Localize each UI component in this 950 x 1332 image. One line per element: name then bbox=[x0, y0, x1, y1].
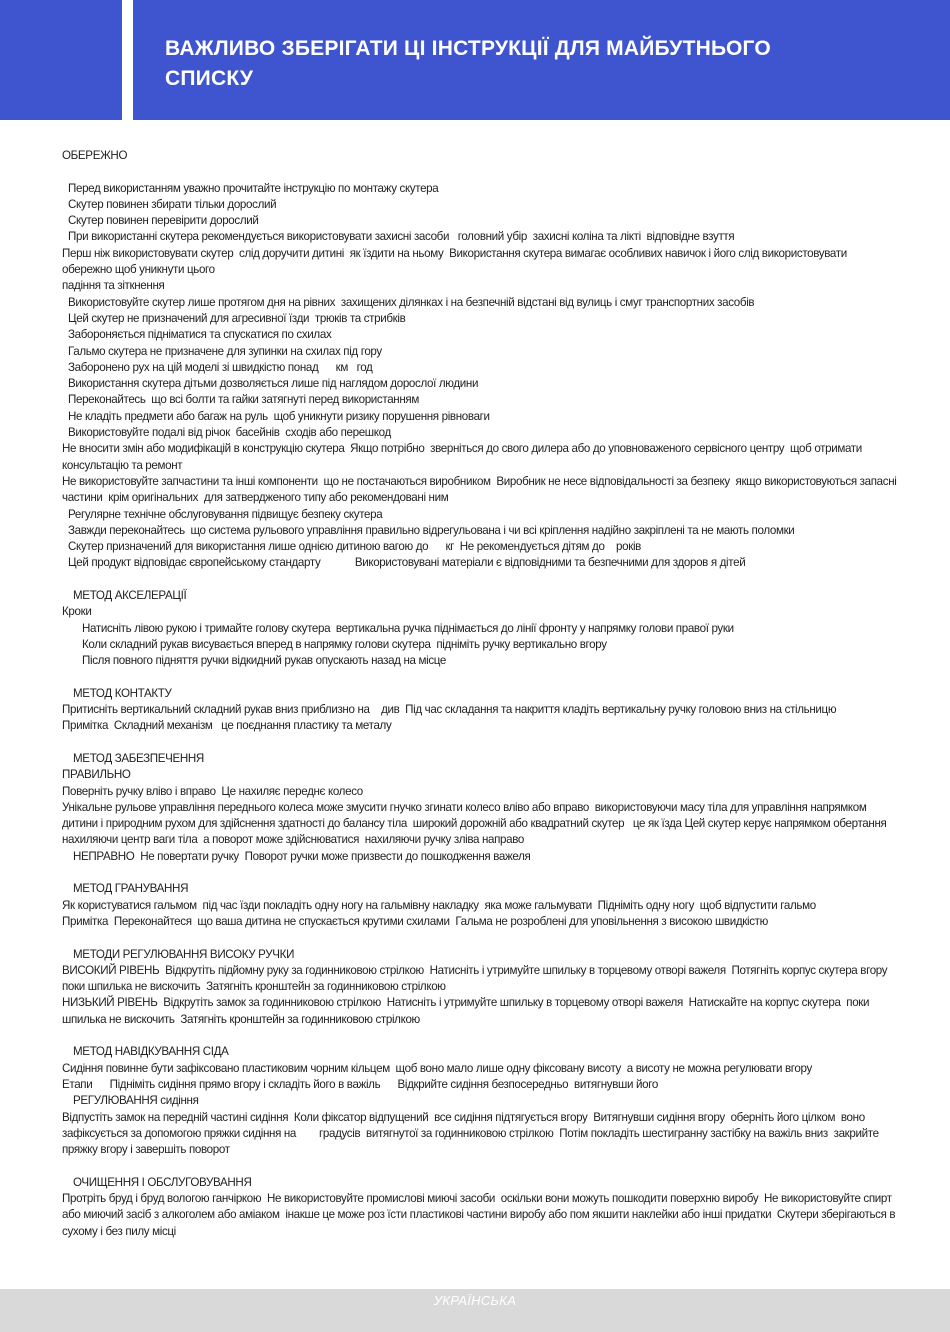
header-banner bbox=[133, 0, 950, 120]
acceleration-heading: МЕТОД АКСЕЛЕРАЦІЇ bbox=[73, 589, 187, 603]
page-title bbox=[165, 34, 925, 94]
acceleration-subheading: Кроки bbox=[62, 605, 92, 619]
cleaning-text: Протріть бруд і бруд вологою ганчіркою Не використовуйте промислові миючі засоби оскільки вони можуть пошкодити поверхню виробу Не використовуйте спирт або миючий засіб з алкоголем або аміаком інакше це може роз їсти пластикові частини виробу або пом якшити наклейки або інші придатки Скутери зберігаються в сухому і без пилу місці bbox=[62, 1192, 899, 1238]
seat-adjust-text: Відпустіть замок на передній частині сидіння Коли фіксатор відпущений все сидіння підтягується вгору Витягнувши сидіння вгору оберніть його цілком воно зафіксується за допомогою пряжки сидіння на градусів витягнутої за годинниковою стрілкою Потім покладіть шестигранну застібку на важіль вниз закрийте пряжку вгору і завершіть поворот bbox=[62, 1110, 882, 1157]
caution-item: Заборонено рух на цій моделі зі швидкістю понад км год bbox=[68, 360, 373, 374]
cleaning-heading: ОЧИЩЕННЯ І ОБСЛУГОВУВАННЯ bbox=[73, 1175, 252, 1189]
braking-line: Як користуватися гальмом під час їзди покладіть одну ногу на гальмівну накладку яка може гальмувати Підніміть одну ногу щоб відпустити гальмо bbox=[62, 898, 816, 912]
footer-bar bbox=[0, 1289, 950, 1332]
seat-line: Етапи Підніміть сидіння прямо вгору і складіть його в важіль Відкрийте сидіння безпосередньо витягнувши його bbox=[62, 1077, 658, 1091]
contact-line: Притисніть вертикальний складний рукав вниз приблизно на див Під час складання та накриття кладіть вертикальну ручку головою вниз на стільницю bbox=[62, 703, 837, 717]
braking-line: Примітка Переконайтеся що ваша дитина не спускається крутими схилами Гальма не розроблені для уповільнення з високою швидкістю bbox=[62, 914, 768, 928]
acceleration-step: Після повного підняття ручки відкидний рукав опускають назад на місце bbox=[82, 654, 447, 668]
page-title-line-2: СПИСКУ bbox=[165, 67, 254, 90]
caution-item: Перш ніж використовувати скутер слід доручити дитині як їздити на ньому Використання скутера вимагає особливих навичок і його слід використовувати обережно щоб уникнути цього bbox=[62, 246, 850, 277]
seat-line: Сидіння повинне бути зафіксовано пластиковим чорним кільцем щоб воно мало лише одну фіксовану висоту а висоту не можна регулювати вгору bbox=[62, 1061, 812, 1075]
caution-item: Переконайтесь що всі болти та гайки затягнуті перед використанням bbox=[68, 393, 419, 407]
language-label: УКРАЇНСЬКА bbox=[433, 1293, 517, 1308]
acceleration-step: Натисніть лівою рукою і тримайте голову скутера вертикальна ручка піднімається до лінії фронту у напрямку голови правої руки bbox=[82, 621, 734, 635]
caution-item: Скутер повинен перевірити дорослий bbox=[68, 214, 259, 228]
height-heading: МЕТОДИ РЕГУЛЮВАННЯ ВИСОКУ РУЧКИ bbox=[73, 947, 295, 961]
caution-item: Регулярне технічне обслуговування підвищує безпеку скутера bbox=[68, 507, 383, 521]
page-title-line-1: ВАЖЛИВО ЗБЕРІГАТИ ЦІ ІНСТРУКЦІЇ ДЛЯ МАЙБУТНЬОГО bbox=[165, 37, 771, 60]
caution-item: Використовуйте подалі від річок басейнів сходів або перешкод bbox=[68, 426, 391, 440]
braking-heading: МЕТОД ГРАНУВАННЯ bbox=[73, 882, 189, 896]
caution-item: Цей скутер не призначений для агресивної їзди трюків та стрибків bbox=[68, 311, 406, 325]
securing-heading: МЕТОД ЗАБЕЗПЕЧЕННЯ bbox=[73, 751, 204, 765]
caution-item: Використання скутера дітьми дозволяється лише під наглядом дорослої людини bbox=[68, 377, 479, 391]
instructions-body bbox=[62, 148, 898, 1240]
contact-heading: МЕТОД КОНТАКТУ bbox=[73, 686, 172, 700]
header-accent-block bbox=[0, 0, 122, 120]
height-line: НИЗЬКИЙ РІВЕНЬ Відкрутіть замок за годинниковою стрілкою Натисніть і утримуйте шпильку в торцевому отворі важеля Натискайте на корпус скутера поки шпилька не вискочить Затягніть кронштейн за годинниковою стрілкою bbox=[62, 996, 873, 1026]
caution-item: При використанні скутера рекомендується використовувати захисні засоби головний убір захисні коліна та лікті відповідне взуття bbox=[68, 230, 735, 244]
contact-line: Примітка Складний механізм це поєднання пластику та металу bbox=[62, 719, 392, 733]
caution-item: Не кладіть предмети або багаж на руль щоб уникнути ризику порушення рівноваги bbox=[68, 409, 490, 423]
caution-item: Забороняється підніматися та спускатися по схилах bbox=[68, 328, 332, 342]
caution-item: падіння та зіткнення bbox=[62, 279, 165, 293]
acceleration-step: Коли складний рукав висувається вперед в напрямку голови скутера підніміть ручку вертикально вгору bbox=[82, 637, 607, 651]
securing-line: Унікальне рульове управління переднього колеса може змусити гнучко згинати колесо вліво або вправо використовуючи масу тіла для управління напрямком дитини і природним рухом для здійснення здатності до балансу тіла широкий дорожній або квадратний скутер це як їзда Цей скутер керує напрямком обертання нахиляючи центр ваги тіла а поворот може здійснюватися нахиляючи ручку зліва направо bbox=[62, 800, 893, 847]
caution-item: Не вносити змін або модифікацій в конструкцію скутера Якщо потрібно зверніться до свого дилера або до уповноваженого сервісного центру щоб отримати консультацію та ремонт bbox=[62, 442, 865, 472]
caution-item: Скутер призначений для використання лише однією дитиною вагою до кг Не рекомендується дітям до років bbox=[68, 540, 641, 554]
caution-heading: ОБЕРЕЖНО bbox=[62, 149, 128, 162]
height-line: ВИСОКИЙ РІВЕНЬ Відкрутіть підйомну руку за годинниковою стрілкою Натисніть і утримуйте шпильку в торцевому отворі важеля Потягніть корпус скутера вгору поки шпилька не вискочить Затягніть кронштейн за годинниковою стрілкою bbox=[62, 963, 893, 994]
caution-item: Не використовуйте запчастини та інші компоненти що не постачаються виробником Виробник не несе відповідальності за безпеку якщо використовуються запасні частини крім оригінальних для затвердженого типу або рекомендовані ним bbox=[62, 474, 900, 505]
caution-item: Перед використанням уважно прочитайте інструкцію по монтажу скутера bbox=[68, 181, 439, 195]
seat-heading: МЕТОД НАВІДКУВАННЯ СІДА bbox=[73, 1045, 229, 1059]
seat-adjust-heading: РЕГУЛЮВАННЯ сидіння bbox=[73, 1094, 199, 1108]
securing-line: Поверніть ручку вліво і вправо Це нахиляє переднє колесо bbox=[62, 784, 363, 798]
caution-item: Використовуйте скутер лише протягом дня на рівних захищених ділянках і на безпечній відстані від вулиць і смуг транспортних засобів bbox=[68, 295, 755, 309]
caution-item: Завжди переконайтесь що система рульового управління правильно відрегульована і чи всі кріплення надійно закріплені та не мають поломки bbox=[68, 523, 795, 537]
securing-incorrect-line: НЕПРАВНО Не повертати ручку Поворот ручки може призвести до пошкодження важеля bbox=[73, 849, 531, 863]
securing-correct-label: ПРАВИЛЬНО bbox=[62, 768, 131, 782]
caution-item: Цей продукт відповідає європейському стандарту Використовувані матеріали є відповідними та безпечними для здоров я дітей bbox=[68, 556, 746, 570]
caution-item: Скутер повинен збирати тільки дорослий bbox=[68, 197, 277, 211]
caution-item: Гальмо скутера не призначене для зупинки на схилах під гору bbox=[68, 344, 382, 358]
